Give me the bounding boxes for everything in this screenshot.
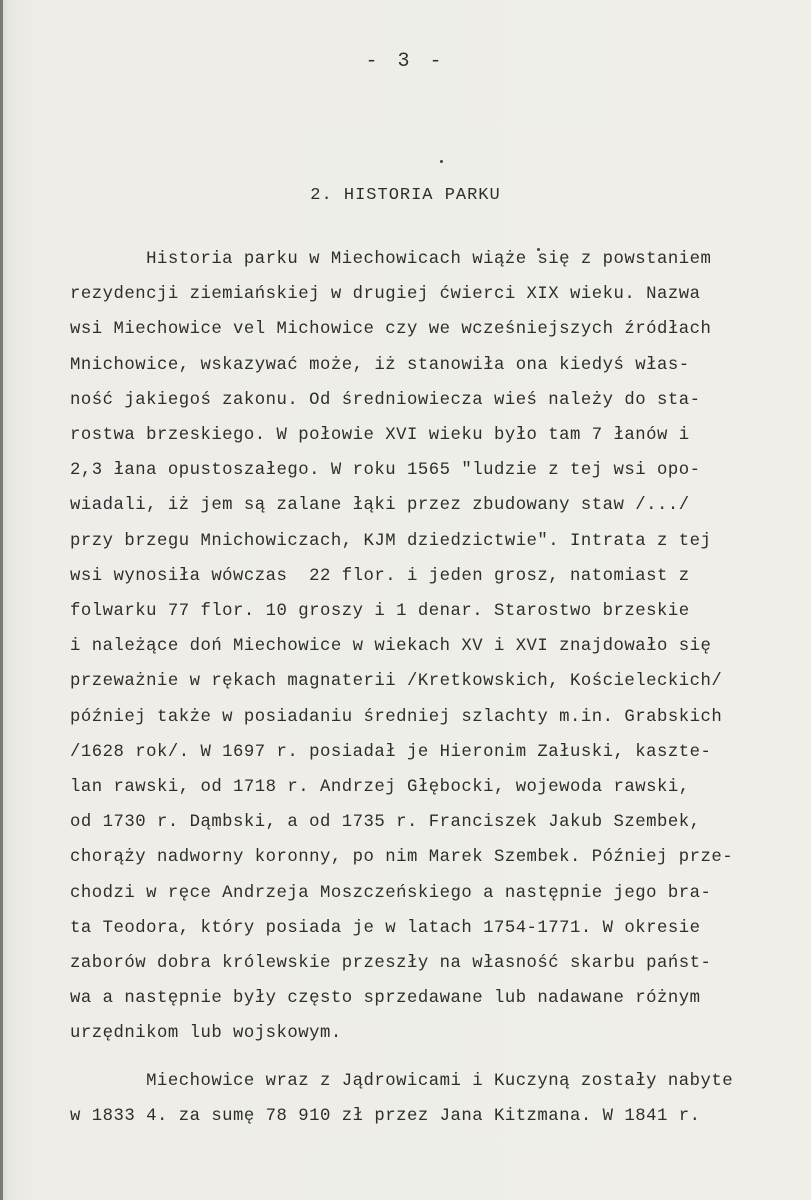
text-line: Mnichowice, wskazywać może, iż stanowiła ona kiedyś włas-: [70, 355, 690, 375]
stray-mark: [440, 160, 443, 163]
text-line: ta Teodora, który posiada je w latach 1754-1771. W okresie: [70, 918, 701, 938]
text-line: później także w posiadaniu średniej szlachty m.in. Grabskich: [70, 707, 723, 727]
text-line: i należące doń Miechowice w wiekach XV i XVI znajdowało się: [70, 637, 712, 657]
text-line: wa a następnie były często sprzedawane lub nadawane różnym: [70, 989, 701, 1009]
text-line: rostwa brzeskiego. W połowie XVI wieku było tam 7 łanów i: [70, 426, 690, 445]
section-heading: 2. HISTORIA PARKU: [310, 186, 501, 205]
text-line: folwarku 77 flor. 10 groszy i 1 denar. Starostwo brzeskie: [70, 602, 690, 621]
text-line: chodzi w ręce Andrzeja Moszczeńskiego a następnie jego bra-: [70, 883, 712, 903]
text-line: przeważnie w rękach magnaterii /Kretkowskich, Kościeleckich/: [70, 672, 723, 692]
text-line: rezydencji ziemiańskiej w drugiej ćwierci XIX wieku. Nazwa: [70, 285, 701, 305]
text-line: w 1833 4. za sumę 78 910 zł przez Jana Kitzmana. W 1841 r.: [70, 1106, 701, 1126]
text-line: lan rawski, od 1718 r. Andrzej Głębocki, wojewoda rawski,: [70, 778, 690, 797]
text-line: wsi Miechowice vel Michowice czy we wcześniejszych źródłach: [70, 320, 712, 340]
text-line: Historia parku w Miechowicach wiąże się z powstaniem: [70, 250, 712, 269]
page-number: - 3 -: [365, 50, 446, 73]
text-line: od 1730 r. Dąmbski, a od 1735 r. Franciszek Jakub Szembek,: [70, 813, 701, 833]
text-line: ność jakiegoś zakonu. Od średniowiecza wieś należy do sta-: [70, 390, 701, 410]
text-line: wsi wynosiła wówczas 22 flor. i jeden grosz, natomiast z: [70, 566, 690, 586]
text-line: Miechowice wraz z Jądrowicami i Kuczyną zostały nabyte: [70, 1071, 734, 1091]
text-line: zaborów dobra królewskie przeszły na własność skarbu państ-: [70, 954, 712, 973]
page-binding-edge: [0, 0, 3, 1200]
text-line: przy brzegu Mnichowiczach, KJM dziedzictwie". Intrata z tej: [70, 531, 712, 551]
text-line: chorąży nadworny koronny, po nim Marek Szembek. Później prze-: [70, 848, 734, 868]
text-line: /1628 rok/. W 1697 r. posiadał je Hieronim Załuski, kaszte-: [70, 742, 712, 762]
text-line: wiadali, iż jem są zalane łąki przez zbudowany staw /.../: [70, 496, 690, 516]
text-line: 2,3 łana opustoszałego. W roku 1565 "ludzie z tej wsi opo-: [70, 461, 701, 481]
text-line: urzędnikom lub wojskowym.: [70, 1024, 342, 1044]
